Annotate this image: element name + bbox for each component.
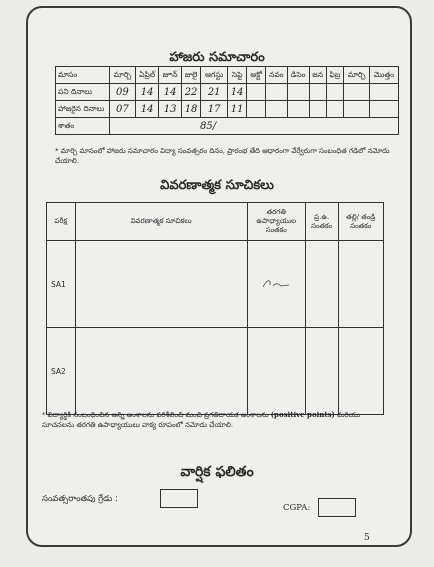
attendance-table [55, 66, 399, 135]
table-cell [344, 101, 370, 118]
table-cell: 17 [201, 101, 227, 118]
exam-label: SA2 [47, 328, 76, 415]
indicators-cell [75, 328, 247, 415]
table-cell [247, 101, 265, 118]
table-cell [369, 101, 398, 118]
table-cell [344, 84, 370, 101]
exam-label: SA1 [47, 241, 76, 328]
attendance-note: * మార్చి మాసంలో హాజరు సమాచారం విద్యా సంవత్సరం దినం, ప్రారంభ తేది ఆధారంగా వేర్వేరుగా సంబంధిత గడిలో నమోదు చేయాలి. [55, 147, 390, 165]
month-header: నవం [265, 67, 287, 84]
table-cell: 14 [135, 101, 159, 118]
month-header: ఫిబ్ర [326, 67, 343, 84]
attendance-header-row [56, 67, 399, 84]
page-number: 5 [364, 533, 370, 543]
table-cell [326, 101, 343, 118]
hm-signature-cell [305, 241, 338, 328]
table-cell [265, 101, 287, 118]
month-header: మార్చి [344, 67, 370, 84]
table-cell: 21 [201, 84, 227, 101]
month-header: డిసెం [287, 67, 309, 84]
note-text: మరియు సూచనలను తరగతి ఉపాధ్యాయులు వాక్య రూపంలో నమోదు చేయాలి. [42, 411, 361, 429]
teacher-signature-cell [247, 241, 305, 328]
table-cell: 18 [181, 101, 201, 118]
month-header: అక్టో [247, 67, 265, 84]
table-cell: 22 [181, 84, 201, 101]
table-cell [265, 84, 287, 101]
month-header: ఏప్రిల్ [135, 67, 159, 84]
note-text: * విద్యార్థికి సంబంధించిన అన్ని అంశాలను పరిశీలించి మంచి ప్రగతిదాయక అంశాలను [42, 411, 269, 419]
row-label: హాజరైన దినాలు [56, 101, 110, 118]
month-header-label: మాసం [56, 67, 110, 84]
note-bold: (positive points) [270, 410, 335, 419]
indicators-cell [75, 241, 247, 328]
month-header: మార్చి [110, 67, 136, 84]
grade-label: సంవత్సరాంతపు గ్రేడు : [42, 494, 118, 504]
parent-signature-cell [338, 241, 383, 328]
cgpa-label: CGPA: [283, 503, 311, 513]
attended-days-row [56, 101, 399, 118]
row-label: శాతం [56, 118, 110, 135]
table-cell [287, 101, 309, 118]
month-header: మొత్తం [369, 67, 398, 84]
table-cell: 14 [227, 84, 247, 101]
table-cell [326, 84, 343, 101]
table-cell: 11 [227, 101, 247, 118]
hm-signature-cell [305, 328, 338, 415]
row-label: పని దినాలు [56, 84, 110, 101]
descriptive-note [42, 410, 378, 430]
teacher-signature-cell [247, 328, 305, 415]
hm-sign-col-header: ప్ర.ఉ. సంతకం [305, 203, 338, 241]
table-cell [369, 84, 398, 101]
percentage-value: 85/ [110, 118, 399, 135]
table-cell: 07 [110, 101, 136, 118]
sa1-row [47, 241, 384, 328]
table-cell: 14 [159, 84, 181, 101]
table-cell [247, 84, 265, 101]
cgpa-box [318, 498, 356, 517]
teacher-sign-col-header: తరగతి ఉపాధ్యాయుల సంతకం [247, 203, 305, 241]
parent-signature-cell [338, 328, 383, 415]
table-cell [287, 84, 309, 101]
descriptive-table [46, 202, 384, 415]
indicators-col-header: వివరణాత్మక సూచికలు [75, 203, 247, 241]
month-header: ఆగస్టు [201, 67, 227, 84]
exam-col-header: పరీక్ష [47, 203, 76, 241]
table-cell: 13 [159, 101, 181, 118]
working-days-row [56, 84, 399, 101]
descriptive-title: వివరణాత్మక సూచికలు [160, 178, 274, 193]
sa2-row [47, 328, 384, 415]
month-header: జన [309, 67, 326, 84]
handwritten-signature [261, 277, 291, 289]
table-cell [309, 84, 326, 101]
table-cell: 09 [110, 84, 136, 101]
attendance-title: హాజరు సమాచారం [169, 50, 265, 65]
grade-box [160, 489, 198, 508]
descriptive-header-row [47, 203, 384, 241]
percentage-row [56, 118, 399, 135]
month-header: సెప్టె [227, 67, 247, 84]
month-header: జులై [181, 67, 201, 84]
table-cell: 14 [135, 84, 159, 101]
parent-sign-col-header: తల్లి/ తండ్రి సంతకం [338, 203, 383, 241]
month-header: జూన్ [159, 67, 181, 84]
annual-result-title: వార్షిక ఫలితం [180, 464, 254, 480]
table-cell [309, 101, 326, 118]
